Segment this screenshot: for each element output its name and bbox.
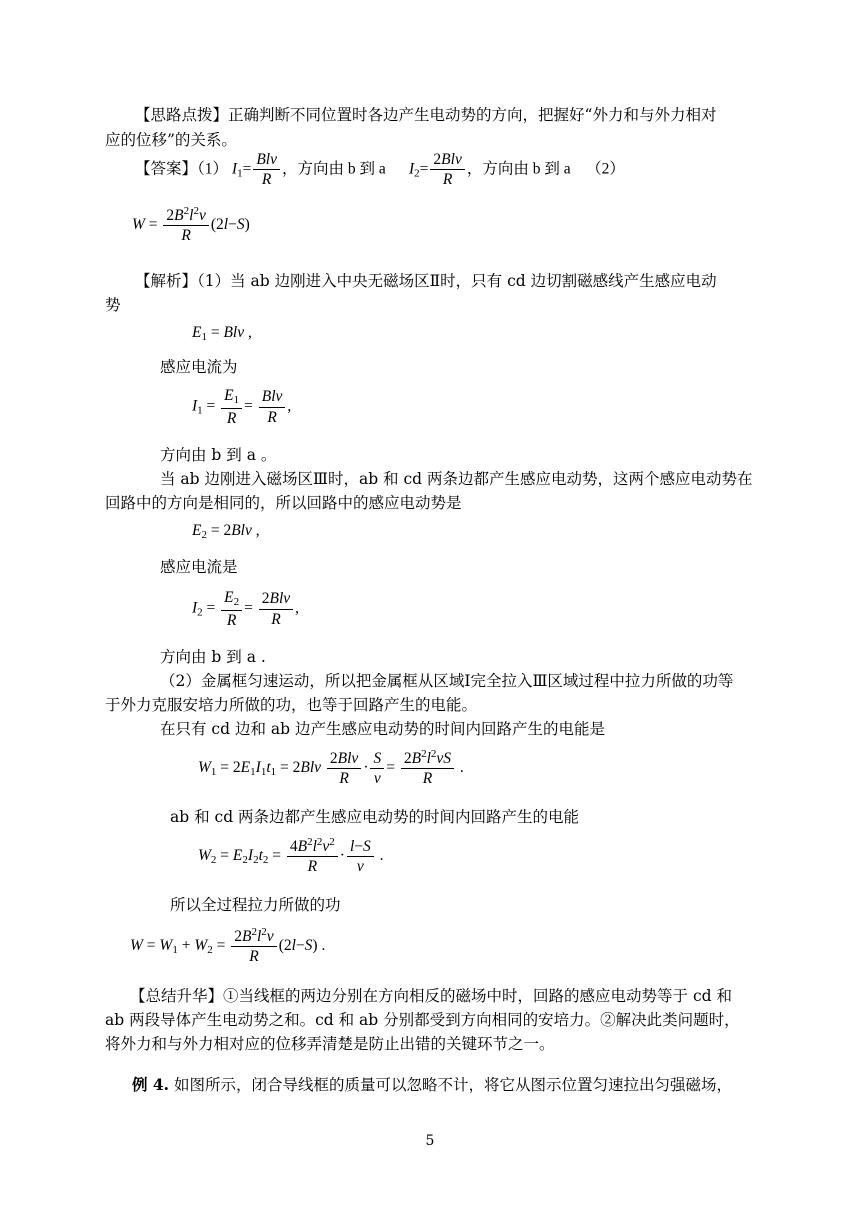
current-label-1: 感应电流为 (160, 358, 238, 376)
formula-i1-analysis: $I_1$ = $\frac{E_1}{R}$ = $\frac{\text{Blv}}{R}$ , (192, 387, 292, 427)
analysis-tag: 【解析】 (135, 272, 198, 290)
summary-line-1: 【总结升华】①当线框的两边分别在方向相反的磁场中时，回路的感应电动势等于 cd 和 (130, 987, 732, 1005)
answer-formula-w: W = $\frac{2B^2l^2v}{R}$ (2l−S) (132, 205, 250, 245)
analysis-line-3: 当 ab 边刚进入磁场区Ⅲ时，ab 和 cd 两条边都产生感应电动势，这两个感应电动势在 (160, 470, 753, 488)
example-line: 例 4. 如图所示，闭合导线框的质量可以忽略不计，将它从图示位置匀速拉出匀强磁场， (132, 1075, 733, 1094)
analysis-line-6: 于外力克服安培力所做的功，也等于回路产生的电能。 (105, 696, 478, 714)
formula-w1: $W_1 = 2E_1I_1t_1 = 2Blv$ $\frac{\text{2Blv}}{R}$ · $\frac{S}{v}$ = $\frac{2B^2l^2vS}{R}$ . (198, 748, 464, 788)
summary-tag: 【总结升华】 (130, 987, 224, 1005)
analysis-line-2: 势 (105, 296, 121, 314)
direction-1: 方向由 b 到 a 。 (160, 446, 277, 464)
formula-i2: $\frac{\text{2Blv}}{R}$ (430, 150, 464, 190)
formula-w2: $W_2 = E_2I_2t_2$ = $\frac{4B^2l^2v^2}{R}$ · $\frac{l-S}{v}$ . (198, 836, 384, 876)
analysis-line-7: 在只有 cd 边和 ab 边产生感应电动势的时间内回路产生的电能是 (160, 720, 605, 738)
formula-i1: $\frac{\text{Blv}}{R}$ (253, 150, 280, 190)
hint-line-2: 应的位移”的关系。 (105, 131, 237, 149)
answer-line: 【答案】（1） $I_1=$ $\frac{\text{Blv}}{R}$ ，方向由 b 到 a $I_2=$ $\frac{\text{2Blv}}{R}$ ，方向由 b 到 a （2） (135, 151, 625, 189)
analysis-line-4: 回路中的方向是相同的，所以回路中的感应电动势是 (105, 494, 462, 512)
hint-tag: 【思路点拨】 (135, 106, 229, 124)
direction-2: 方向由 b 到 a . (160, 648, 266, 666)
summary-line-2: ab 两段导体产生电动势之和。cd 和 ab 分别都受到方向相同的安培力。②解决此类问题时， (105, 1011, 740, 1029)
formula-i2-analysis: $I_2$ = $\frac{E_2}{R}$ = $\frac{\text{2Blv}}{R}$ , (192, 589, 300, 629)
summary-line-3: 将外力和与外力相对应的位移弄清楚是防止出错的关键环节之一。 (105, 1035, 555, 1053)
formula-e1: $E_1$ = Blv , (192, 324, 252, 343)
answer-tag: 【答案】 (135, 160, 198, 178)
formula-e2: $E_2 = 2Blv$ , (192, 522, 260, 541)
analysis-line-1: 【解析】（1）当 ab 边刚进入中央无磁场区Ⅱ时，只有 cd 边切割磁感线产生感应电动 (135, 272, 717, 290)
example-tag: 例 4. (132, 1075, 170, 1094)
formula-w-total: $W = W_1 + W_2$ = $\frac{2B^2l^2v}{R}$ (2l−S) . (130, 926, 326, 966)
page-number: 5 (425, 1133, 435, 1149)
hint-text: 正确判断不同位置时各边产生电动势的方向，把握好“外力和与外力相对 (228, 106, 717, 124)
hint-line-1 (135, 103, 716, 127)
analysis-line-8: ab 和 cd 两条边都产生感应电动势的时间内回路产生的电能 (170, 808, 580, 826)
current-label-2: 感应电流是 (160, 558, 238, 576)
analysis-line-9: 所以全过程拉力所做的功 (170, 896, 341, 914)
analysis-line-5: （2）金属框匀速运动，所以把金属框从区域Ⅰ完全拉入Ⅲ区域过程中拉力所做的功等 (160, 672, 734, 690)
